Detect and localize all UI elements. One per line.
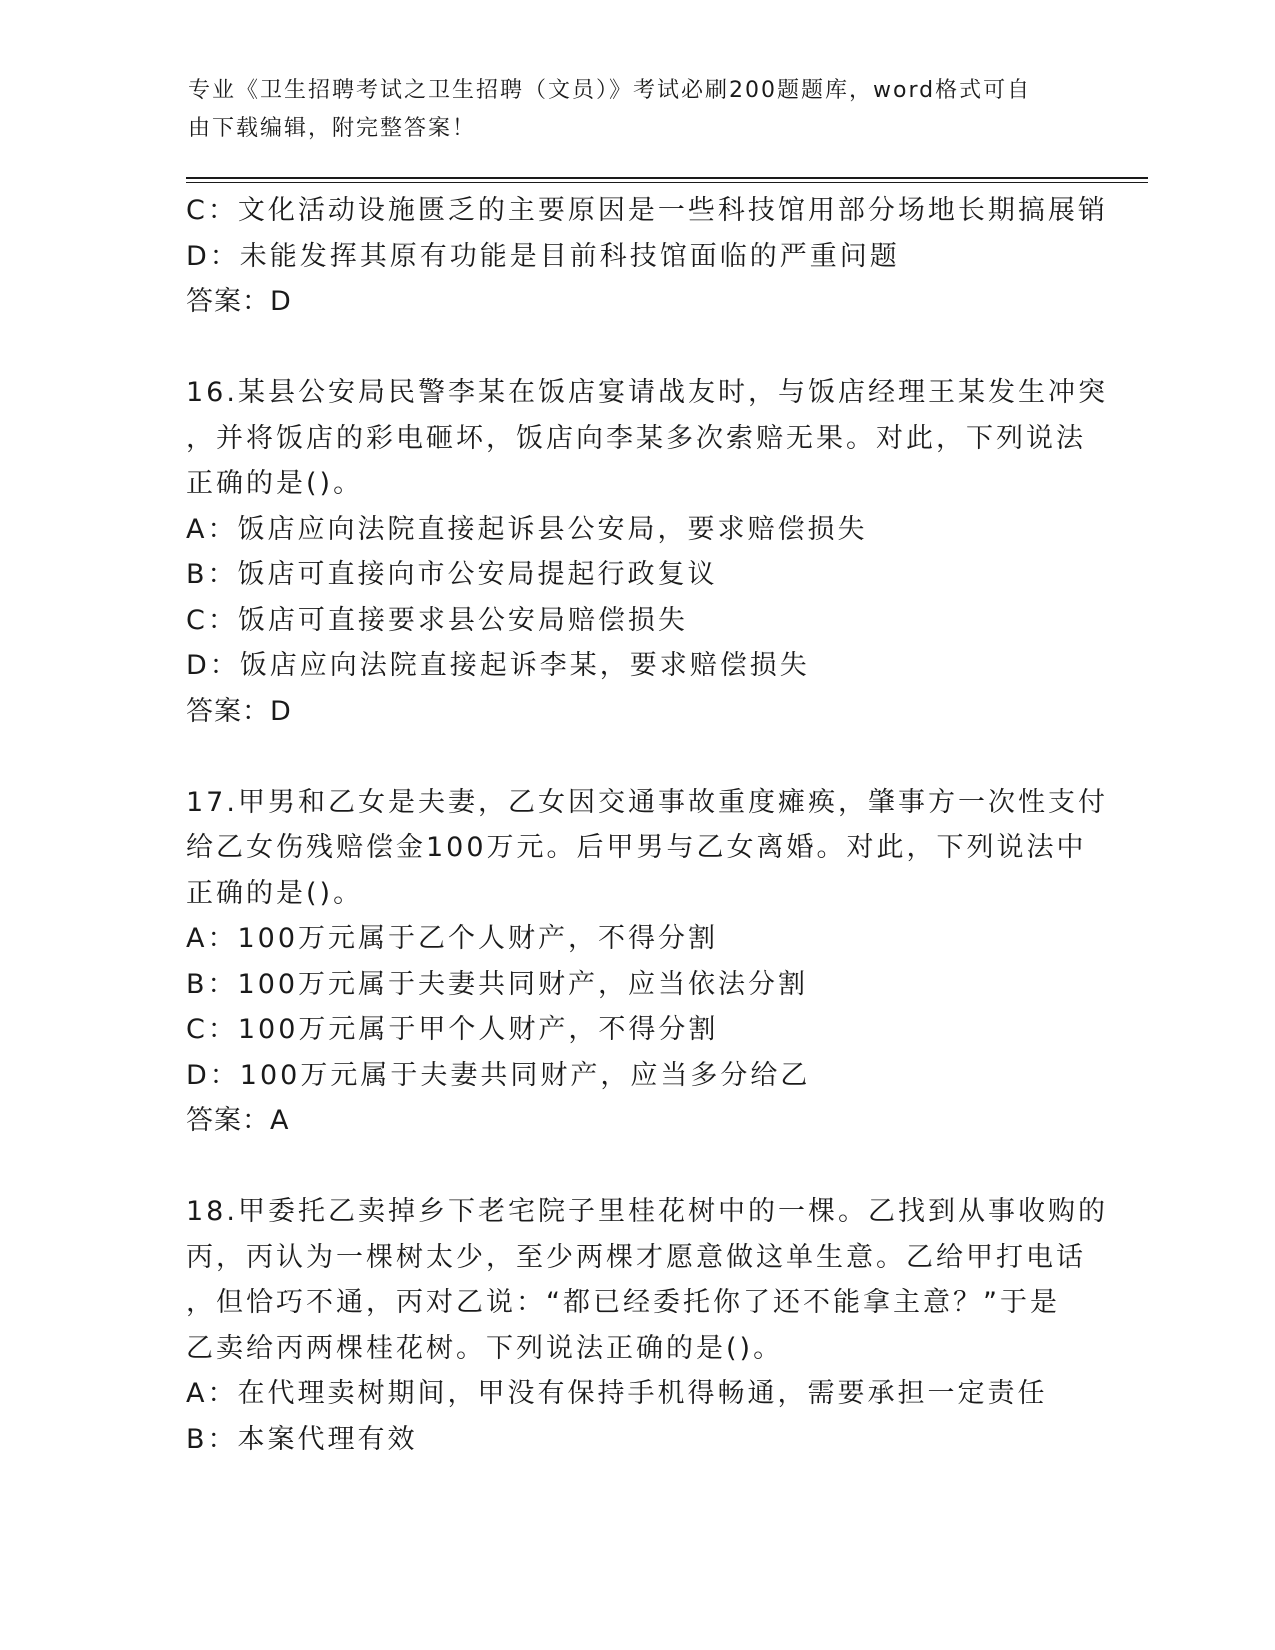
question-stem-line: 乙卖给丙两棵桂花树。下列说法正确的是()。 (186, 1332, 784, 1364)
option-b: B：本案代理有效 (186, 1423, 418, 1455)
option-a: A：饭店应向法院直接起诉县公安局，要求赔偿损失 (186, 513, 868, 545)
question-stem-line: 18.甲委托乙卖掉乡下老宅院子里桂花树中的一棵。乙找到从事收购的 (186, 1196, 1108, 1227)
question-stem-line: 给乙女伤残赔偿金100万元。后甲男与乙女离婚。对此，下列说法中 (186, 832, 1087, 863)
question-stem-line: 正确的是()。 (186, 468, 364, 499)
question-stem-line: ，并将饭店的彩电砸坏，饭店向李某多次索赔无果。对此，下列说法 (186, 422, 1086, 454)
option-b: B：100万元属于夫妻共同财产，应当依法分割 (186, 968, 809, 1000)
header-line-1: 专业《卫生招聘考试之卫生招聘（文员）》考试必刷200题题库，word格式可自 (188, 78, 1032, 103)
question-16 (186, 370, 1106, 734)
option-c: C：文化活动设施匮乏的主要原因是一些科技馆用部分场地长期搞展销 (186, 195, 1108, 226)
option-b: B：饭店可直接向市公安局提起行政复议 (186, 559, 718, 590)
document-body (186, 188, 1106, 1462)
question-stem-line: 丙，丙认为一棵树太少，至少两棵才愿意做这单生意。乙给甲打电话 (186, 1241, 1086, 1273)
header-rule-thick (186, 177, 1148, 179)
option-a: A：100万元属于乙个人财产，不得分割 (186, 923, 719, 954)
question-stem-line: 17.甲男和乙女是夫妻，乙女因交通事故重度瘫痪，肇事方一次性支付 (186, 786, 1108, 818)
spacer (186, 734, 1106, 780)
question-stem-line: 正确的是()。 (186, 877, 364, 909)
question-stem-line: ，但恰巧不通，丙对乙说：“都已经委托你了还不能拿主意？”于是 (186, 1287, 1060, 1318)
option-d: D：饭店应向法院直接起诉李某，要求赔偿损失 (186, 650, 810, 681)
question-17 (186, 780, 1106, 1144)
option-d: D：未能发挥其原有功能是目前科技馆面临的严重问题 (186, 240, 900, 272)
option-d: D：100万元属于夫妻共同财产，应当多分给乙 (186, 1059, 811, 1091)
option-a: A：在代理卖树期间，甲没有保持手机得畅通，需要承担一定责任 (186, 1378, 1048, 1409)
answer-line: 答案：A (186, 1105, 290, 1136)
answer-line: 答案：D (186, 286, 292, 317)
answer-line: 答案：D (186, 695, 292, 727)
spacer (186, 1144, 1106, 1190)
document-header (188, 72, 1068, 148)
header-rule-thin (186, 182, 1148, 183)
header-line-2: 由下载编辑，附完整答案！ (188, 116, 477, 141)
question-18 (186, 1189, 1106, 1462)
option-c: C：100万元属于甲个人财产，不得分割 (186, 1014, 719, 1045)
question-stem-line: 16.某县公安局民警李某在饭店宴请战友时，与饭店经理王某发生冲突 (186, 377, 1108, 408)
option-c: C：饭店可直接要求县公安局赔偿损失 (186, 604, 688, 636)
spacer (186, 325, 1106, 371)
